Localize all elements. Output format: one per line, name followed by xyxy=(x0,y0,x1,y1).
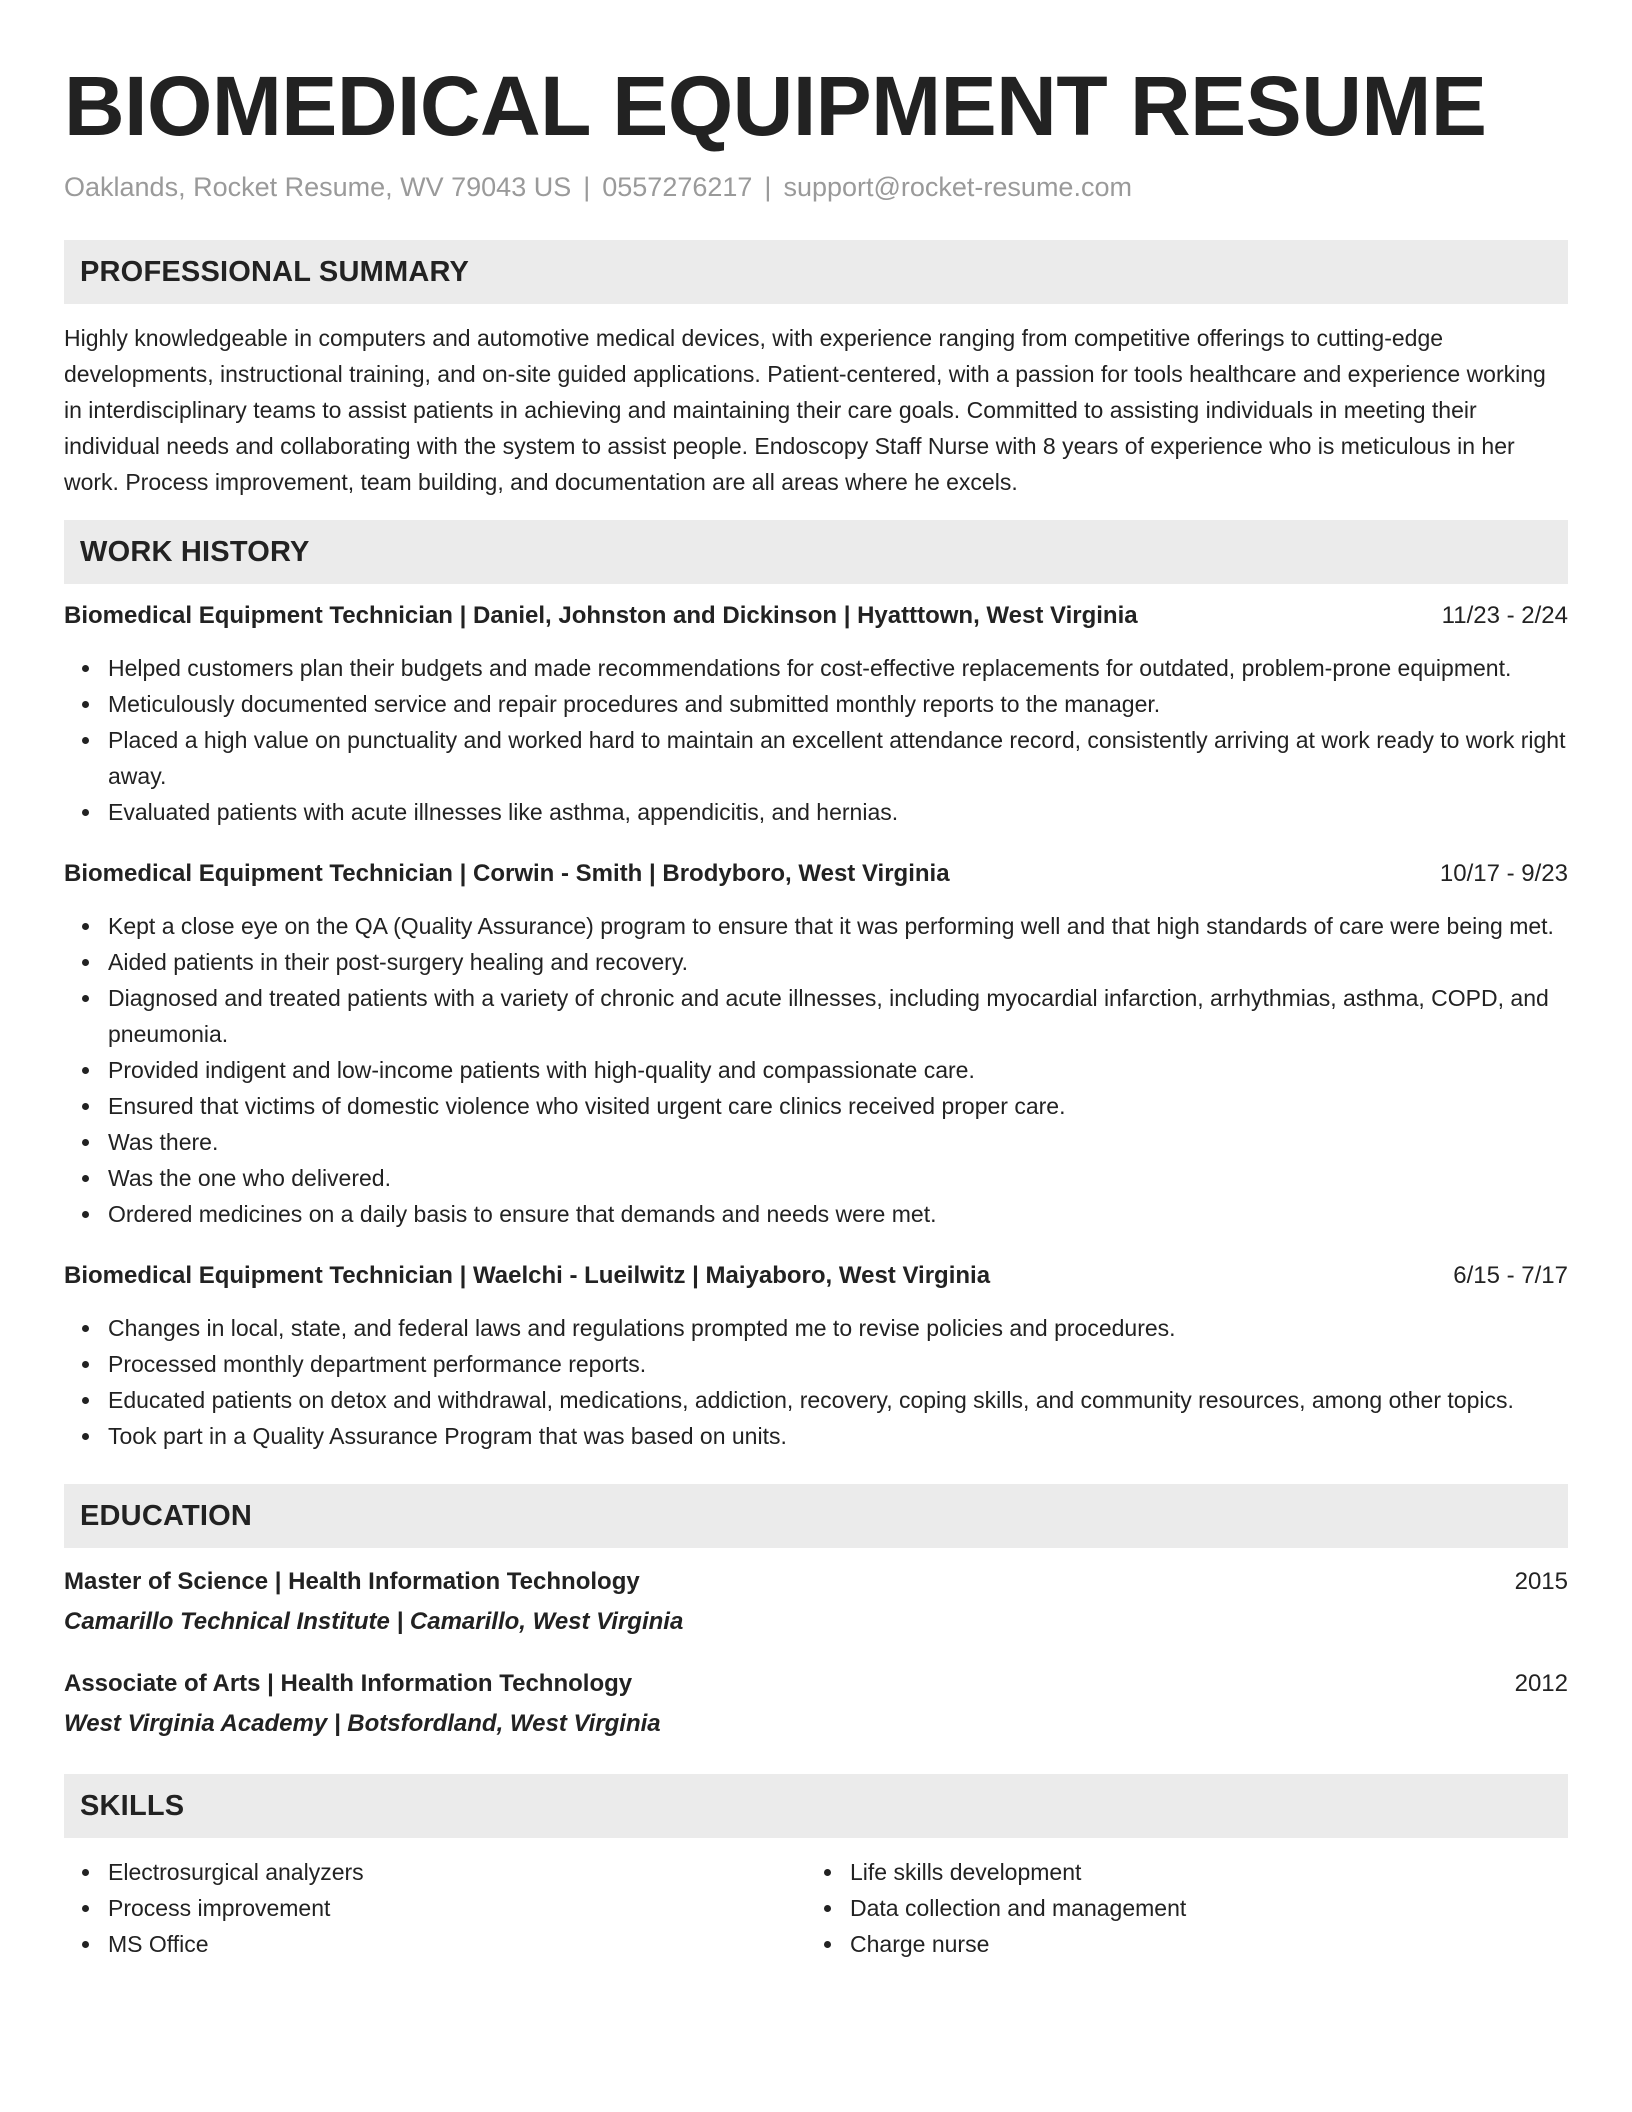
education-entry xyxy=(64,1566,1568,1638)
list-item: Evaluated patients with acute illnesses like asthma, appendicitis, and hernias. xyxy=(108,794,1568,830)
contact-address: Oaklands, Rocket Resume, WV 79043 US xyxy=(64,172,572,202)
education-school: Camarillo Technical Institute | Camarillo, West Virginia xyxy=(64,1608,684,1635)
job-header xyxy=(64,858,1568,890)
job-title: Biomedical Equipment Technician | Corwin - Smith | Brodyboro, West Virginia xyxy=(64,860,950,887)
list-item: Was the one who delivered. xyxy=(108,1160,1568,1196)
list-item: Helped customers plan their budgets and made recommendations for cost-effective replacements for outdated, problem-prone equipment. xyxy=(108,650,1568,686)
job-bullets xyxy=(64,650,1568,830)
resume-page xyxy=(64,0,1568,1962)
skill-item: Life skills development xyxy=(850,1854,1548,1890)
skill-item: Data collection and management xyxy=(850,1890,1548,1926)
skill-item: Charge nurse xyxy=(850,1926,1548,1962)
section-header-summary: PROFESSIONAL SUMMARY xyxy=(64,240,1568,304)
contact-email: support@rocket-resume.com xyxy=(783,172,1132,202)
education-degree: Master of Science | Health Information Technology xyxy=(64,1568,640,1595)
list-item: Took part in a Quality Assurance Program that was based on units. xyxy=(108,1418,1568,1454)
job-dates: 6/15 - 7/17 xyxy=(1453,1262,1568,1289)
skill-item: Electrosurgical analyzers xyxy=(108,1854,806,1890)
job-bullets xyxy=(64,908,1568,1232)
list-item: Processed monthly department performance reports. xyxy=(108,1346,1568,1382)
skill-item: MS Office xyxy=(108,1926,806,1962)
skills-left-column xyxy=(64,1854,806,1962)
job-title: Biomedical Equipment Technician | Waelchi - Lueilwitz | Maiyaboro, West Virginia xyxy=(64,1262,991,1289)
education-year: 2012 xyxy=(1514,1670,1568,1697)
resume-title: BIOMEDICAL EQUIPMENT RESUME xyxy=(64,59,1487,153)
list-item: Was there. xyxy=(108,1124,1568,1160)
section-header-skills: SKILLS xyxy=(64,1774,1568,1838)
job-entry xyxy=(64,858,1568,1232)
list-item: Placed a high value on punctuality and worked hard to maintain an excellent attendance record, consistently arriving at work ready to work right away. xyxy=(108,722,1568,794)
job-header xyxy=(64,1260,1568,1292)
job-dates: 11/23 - 2/24 xyxy=(1441,602,1568,629)
education-year: 2015 xyxy=(1514,1568,1568,1595)
list-item: Changes in local, state, and federal laws and regulations prompted me to revise policies and procedures. xyxy=(108,1310,1568,1346)
list-item: Meticulously documented service and repair procedures and submitted monthly reports to the manager. xyxy=(108,686,1568,722)
section-header-work-history: WORK HISTORY xyxy=(64,520,1568,584)
contact-separator: | xyxy=(583,172,591,202)
job-entry xyxy=(64,1260,1568,1454)
list-item: Aided patients in their post-surgery healing and recovery. xyxy=(108,944,1568,980)
education-header xyxy=(64,1668,1568,1700)
job-header xyxy=(64,600,1568,632)
job-dates: 10/17 - 9/23 xyxy=(1439,860,1568,887)
summary-text: Highly knowledgeable in computers and automotive medical devices, with experience ranging from competitive offerings to cutting-edge developments, instructional training, and on-site guided applications. Patient-centered, with a passion for tools healthcare and experience working in interdisciplinary teams to assist patients in achieving and maintaining their care goals. Committed to assisting individuals in meeting their individual needs and collaborating with the system to assist people. Endoscopy Staff Nurse with 8 years of experience who is meticulous in her work. Process improvement, team building, and documentation are all areas where he excels. xyxy=(64,325,1546,495)
contact-separator: | xyxy=(764,172,772,202)
list-item: Ordered medicines on a daily basis to ensure that demands and needs were met. xyxy=(108,1196,1568,1232)
skill-item: Process improvement xyxy=(108,1890,806,1926)
list-item: Educated patients on detox and withdrawal, medications, addiction, recovery, coping skills, and community resources, among other topics. xyxy=(108,1382,1568,1418)
job-entry xyxy=(64,600,1568,830)
job-title: Biomedical Equipment Technician | Daniel, Johnston and Dickinson | Hyatttown, West Virginia xyxy=(64,602,1138,629)
list-item: Kept a close eye on the QA (Quality Assurance) program to ensure that it was performing well and that high standards of care were being met. xyxy=(108,908,1568,944)
skills-right-column xyxy=(806,1854,1548,1962)
education-header xyxy=(64,1566,1568,1598)
education-school: West Virginia Academy | Botsfordland, West Virginia xyxy=(64,1710,661,1737)
education-degree: Associate of Arts | Health Information Technology xyxy=(64,1670,633,1697)
list-item: Diagnosed and treated patients with a variety of chronic and acute illnesses, including myocardial infarction, arrhythmias, asthma, COPD, and pneumonia. xyxy=(108,980,1568,1052)
job-bullets xyxy=(64,1310,1568,1454)
contact-phone: 0557276217 xyxy=(602,172,753,202)
list-item: Ensured that victims of domestic violence who visited urgent care clinics received proper care. xyxy=(108,1088,1568,1124)
list-item: Provided indigent and low-income patients with high-quality and compassionate care. xyxy=(108,1052,1568,1088)
education-entry xyxy=(64,1668,1568,1740)
section-header-education: EDUCATION xyxy=(64,1484,1568,1548)
contact-line xyxy=(64,170,1568,204)
skills-columns xyxy=(64,1854,1568,1962)
